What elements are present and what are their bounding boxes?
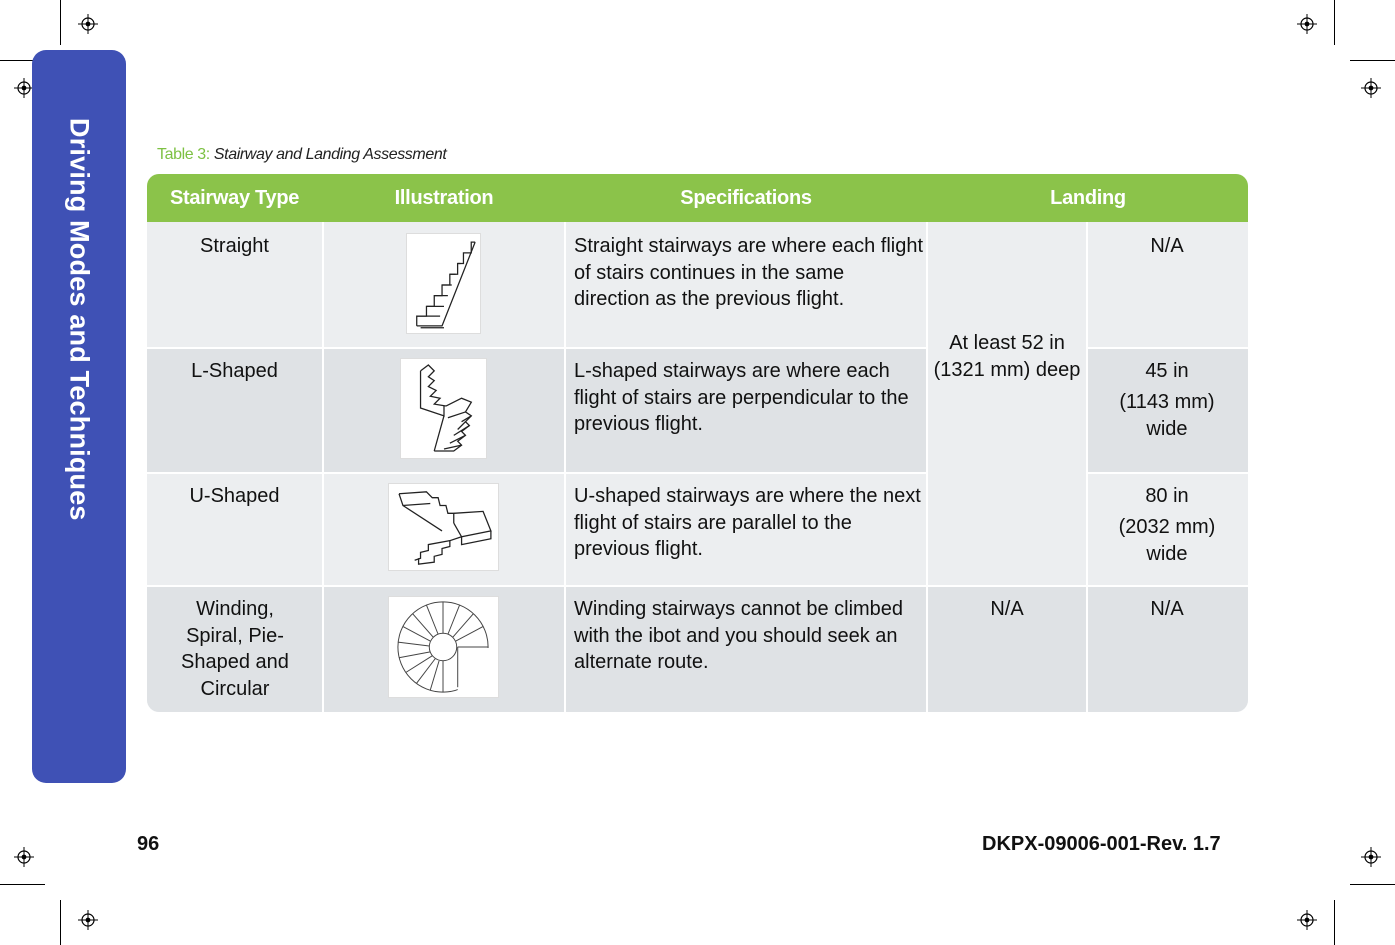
table-header-row [147, 174, 1248, 222]
crop-mark [1334, 900, 1335, 945]
header-specifications: Specifications [680, 187, 812, 209]
table-caption-title: Stairway and Landing Assessment [213, 146, 447, 163]
l-shaped-stairs-icon [400, 358, 487, 459]
document-id: DKPX-09006-001-Rev. 1.7 [982, 833, 1221, 855]
registration-mark-icon [14, 847, 34, 867]
registration-mark-icon [1361, 847, 1381, 867]
stairway-assessment-table [147, 174, 1248, 712]
landing-cell: N/A [1150, 235, 1184, 257]
landing-detail: (1143 mm) wide [1119, 391, 1215, 440]
landing-value: 80 in [1145, 485, 1189, 507]
registration-mark-icon [1297, 14, 1317, 34]
landing-value: 45 in [1145, 360, 1189, 382]
crop-mark [60, 900, 61, 945]
row-divider [147, 585, 1248, 587]
registration-mark-icon [1297, 910, 1317, 930]
registration-mark-icon [1361, 78, 1381, 98]
column-divider [322, 222, 324, 712]
landing-detail: (2032 mm) wide [1118, 516, 1216, 565]
crop-mark [1334, 0, 1335, 45]
merged-depth-cell: At least 52 in (1321 mm) deep [933, 332, 1081, 381]
crop-mark [60, 0, 61, 45]
header-illustration: Illustration [394, 187, 494, 209]
stairway-type-cell: U-Shaped [189, 485, 280, 507]
specification-cell: U-shaped stairways are where the next flight of stairs are parallel to the previous flight. [574, 485, 921, 560]
row-divider [1088, 472, 1248, 474]
straight-stairs-icon [406, 233, 481, 334]
page-number: 96 [137, 833, 160, 855]
chapter-side-tab-label: Driving Modes and Techniques [64, 118, 95, 521]
row-divider [147, 347, 928, 349]
depth-cell: N/A [990, 598, 1024, 620]
column-divider [1086, 222, 1088, 712]
column-divider [564, 222, 566, 712]
registration-mark-icon [14, 78, 34, 98]
stairway-type-cell: Straight [200, 235, 269, 257]
specification-cell: L-shaped stairways are where each flight of stairs are perpendicular to the previous flight. [574, 360, 909, 435]
stairway-type-cell: L-Shaped [191, 360, 278, 382]
row-divider [1088, 347, 1248, 349]
registration-mark-icon [78, 14, 98, 34]
column-divider [926, 222, 928, 712]
row-divider [147, 472, 928, 474]
header-stairway-type: Stairway Type [169, 187, 300, 209]
spiral-stairs-icon [388, 596, 499, 698]
specification-cell: Straight stairways are where each flight of stairs continues in the same direction as the previous flight. [574, 235, 924, 310]
merged-depth-cell-bg [928, 222, 1086, 586]
header-landing: Landing [1050, 187, 1126, 209]
crop-mark [1350, 60, 1395, 61]
table-caption [157, 146, 446, 164]
registration-mark-icon [78, 910, 98, 930]
landing-cell: N/A [1150, 598, 1184, 620]
stairway-type-cell: Winding, Spiral, Pie-Shaped and Circular [181, 598, 289, 700]
table-caption-number: Table 3: [157, 146, 210, 163]
crop-mark [0, 884, 45, 885]
u-shaped-stairs-icon [388, 483, 499, 571]
specification-cell: Winding stairways cannot be climbed with the ibot and you should seek an alternate route. [574, 598, 904, 673]
crop-mark [1350, 884, 1395, 885]
